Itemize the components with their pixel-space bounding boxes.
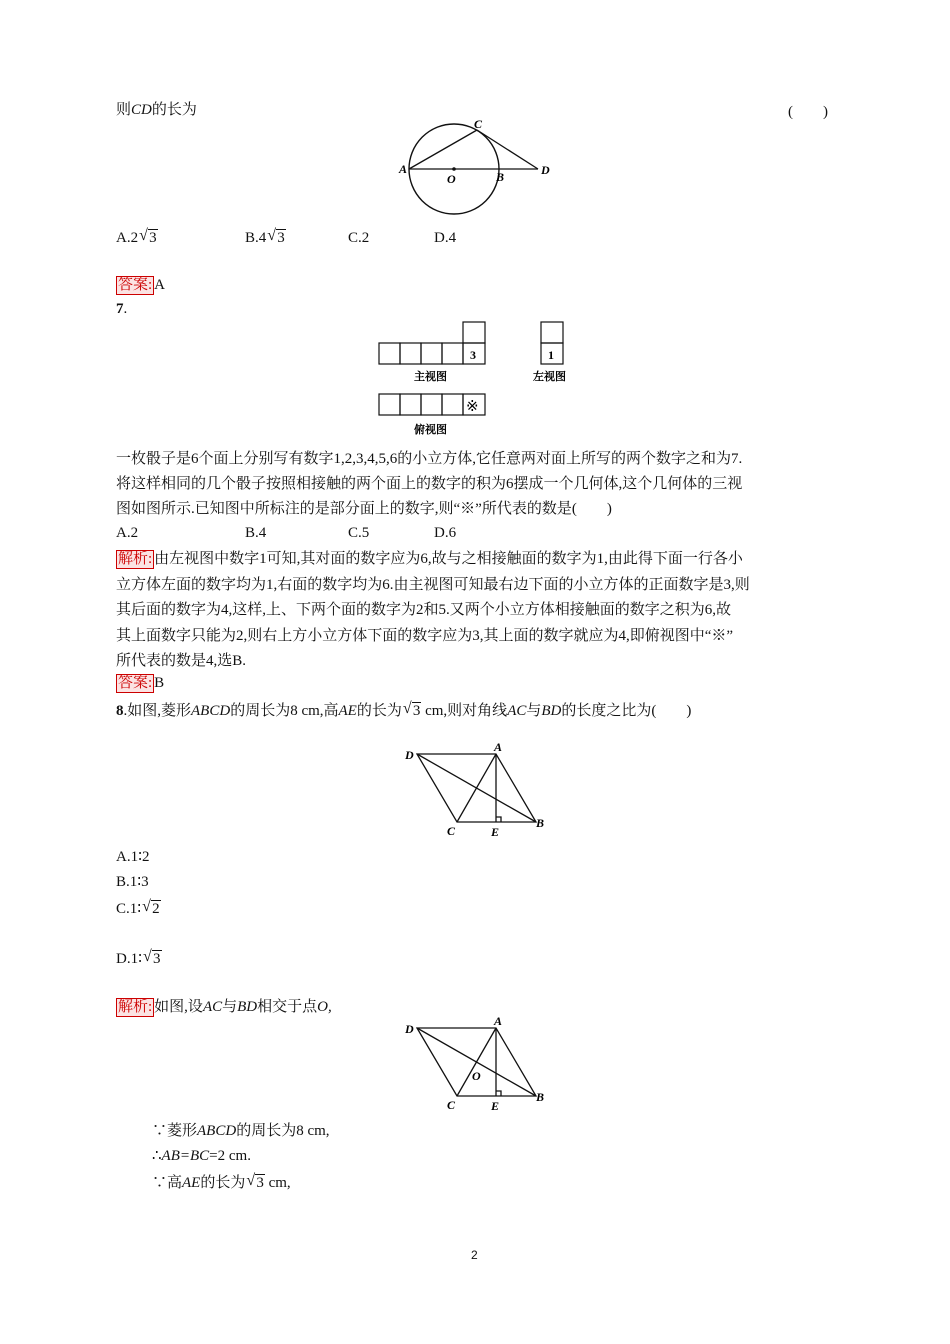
- q7-analysis: 解析: 由左视图中数字1可知,其对面的数字应为6,故与之相接触面的数字为1,由此得下面一行各小 立方体左面的数字均为1,右面的数字均为6.由主视图可知最右边下面的小立方体的正面数字是3,则 其后面的数字为4,这样,上、下两个面的数字为2和5.又两个小立方体相接触面的数字之积为6,故 其上面数字只能为2,则右上方小立方体下面的数字应为3,其上面的数字就应为4,即俯视图中“※” 所代表的数是4,选B.: [116, 551, 750, 669]
- svg-text:D: D: [405, 1022, 414, 1036]
- top-view-caption: 俯视图: [414, 423, 447, 436]
- q6-answer: 答案: A: [118, 277, 166, 293]
- left-view-number: 1: [548, 348, 554, 362]
- q7-option-a: A.2: [116, 525, 139, 541]
- left-view-caption: 左视图: [533, 370, 566, 383]
- q7-option-b: B.4: [245, 525, 267, 541]
- q6-option-d: D.4: [434, 230, 457, 246]
- main-view-number: 3: [470, 348, 476, 362]
- q8-analysis-figure: [400, 1012, 550, 1117]
- svg-text:C: C: [447, 1098, 456, 1112]
- q8-step-2: ∴AB=BC=2 cm.: [152, 1148, 251, 1164]
- q6-option-b: B.4 √ 3: [245, 227, 285, 246]
- main-view-caption: 主视图: [414, 370, 447, 383]
- svg-text:D: D: [405, 748, 414, 762]
- svg-text:E: E: [491, 825, 500, 839]
- answer-tag: 答案:: [118, 277, 153, 293]
- q6-circle-figure: [390, 115, 560, 220]
- q8-rhombus-figure: [400, 738, 550, 843]
- q6-stem: 则CD的长为: [116, 102, 197, 118]
- q7-stem: 一枚骰子是6个面上分别写有数字1,2,3,4,5,6的小立方体,它任意两对面上所写的两个数字之和为7. 将这样相同的几个骰子按照相接触的两个面上的数字的积为6摆成一个几何体,这个几何体的三视 图如图所示.已知图中所标注的是部分面上的数字,则“※”所代表的数是( ): [116, 451, 743, 517]
- svg-text:A: A: [494, 1014, 503, 1028]
- page-number: 2: [471, 1248, 478, 1262]
- q8-step-3: ∵高AE的长为 √ 3 cm,: [152, 1172, 291, 1191]
- svg-text:O: O: [472, 1069, 481, 1083]
- label-a: A: [399, 162, 408, 176]
- q6-option-a: A.2 √ 3: [116, 227, 157, 246]
- q6-option-c: C.2: [348, 230, 370, 246]
- label-d: D: [541, 163, 550, 177]
- analysis-tag: 解析:: [118, 999, 153, 1015]
- q7-options: [116, 523, 457, 543]
- q7-three-views-figure: [375, 318, 595, 440]
- q7-number: 7.: [116, 301, 128, 317]
- label-o: O: [447, 172, 456, 186]
- q6-answer-blank: ( ): [788, 104, 828, 120]
- q8-analysis: 解析: 如图,设AC与BD相交于点O,: [118, 999, 332, 1015]
- svg-text:C: C: [447, 824, 456, 838]
- top-view-symbol: ※: [466, 399, 479, 415]
- q6-options: [116, 227, 457, 248]
- q8-step-1: ∵菱形ABCD的周长为8 cm,: [152, 1123, 330, 1139]
- svg-text:B: B: [536, 816, 545, 830]
- q8-option-a: A.1∶2: [116, 849, 150, 865]
- svg-text:A: A: [494, 740, 503, 754]
- q8-option-b: B.1∶3: [116, 874, 149, 890]
- svg-text:B: B: [536, 1090, 545, 1104]
- q8-stem: 8.如图,菱形ABCD的周长为8 cm,高AE的长为 √ 3 cm,则对角线AC与BD的长度之比为( ): [116, 700, 692, 719]
- answer-tag: 答案:: [118, 675, 153, 691]
- q8-option-d: D.1∶ √ 3: [116, 948, 161, 967]
- analysis-tag: 解析:: [118, 551, 153, 567]
- label-b: B: [496, 170, 505, 184]
- label-c: C: [474, 117, 483, 131]
- svg-text:E: E: [491, 1099, 500, 1113]
- q8-option-c: C.1∶ √ 2: [116, 898, 160, 917]
- q7-option-d: D.6: [434, 525, 457, 541]
- q7-answer: 答案: B: [118, 675, 165, 691]
- q7-option-c: C.5: [348, 525, 370, 541]
